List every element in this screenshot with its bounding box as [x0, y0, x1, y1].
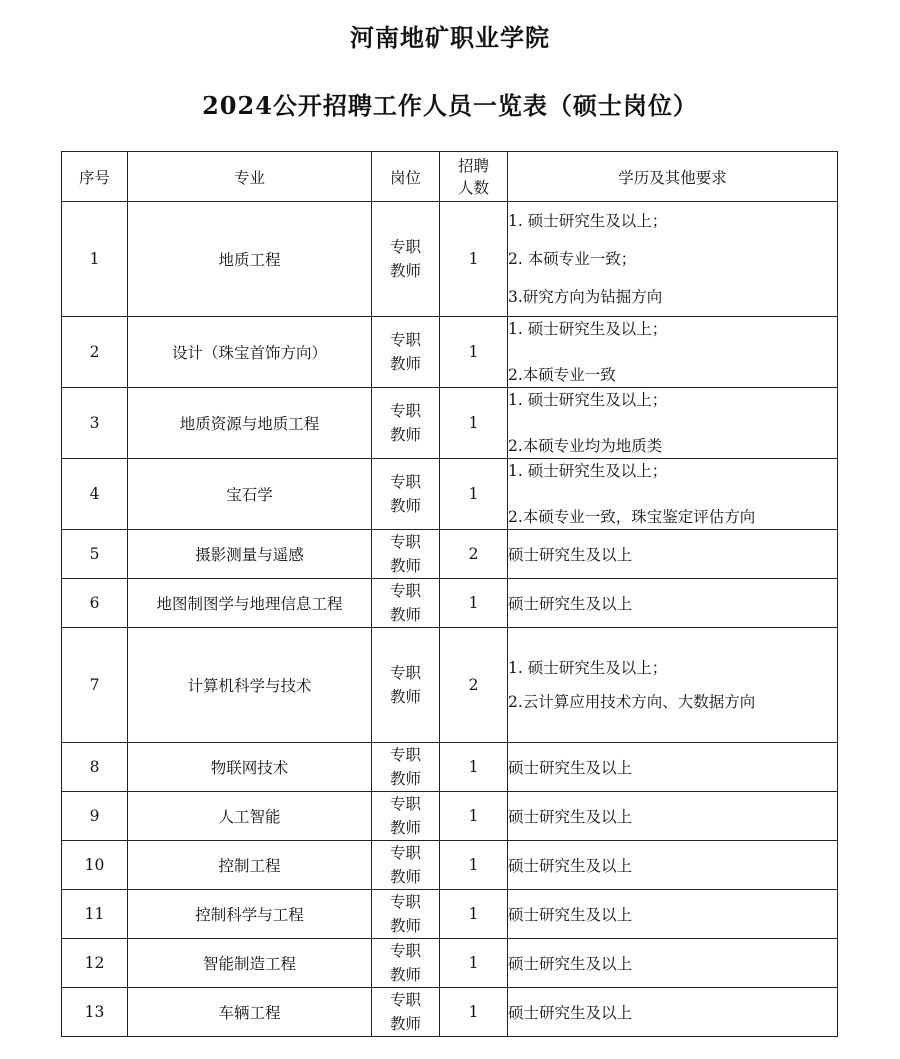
- requirement-line: 1. 硕士研究生及以上；: [508, 391, 668, 409]
- cell-requirements: [508, 841, 838, 890]
- document-title: 河南地矿职业学院: [350, 23, 550, 52]
- cell-requirements: [508, 988, 838, 1037]
- cell-no: 12: [62, 939, 128, 988]
- requirement-line: 3.研究方向为钻掘方向: [508, 288, 663, 306]
- position-line1: 专职: [389, 942, 421, 960]
- cell-no: 7: [62, 628, 128, 743]
- cell-major: 地质工程: [128, 202, 372, 317]
- cell-no: 3: [62, 388, 128, 459]
- position-line2: 教师: [389, 355, 421, 373]
- cell-major: 智能制造工程: [128, 939, 372, 988]
- cell-count: 1: [440, 988, 508, 1037]
- position-line1: 专职: [389, 893, 421, 911]
- table-row: [62, 628, 838, 743]
- table-row: [62, 530, 838, 579]
- cell-position: [372, 317, 440, 388]
- cell-major: 车辆工程: [128, 988, 372, 1037]
- cell-no: 13: [62, 988, 128, 1037]
- cell-requirements: [508, 579, 838, 628]
- position-line2: 教师: [389, 770, 421, 788]
- cell-position: [372, 988, 440, 1037]
- cell-no: 2: [62, 317, 128, 388]
- cell-requirements: [508, 890, 838, 939]
- cell-count: 1: [440, 317, 508, 388]
- cell-no: 5: [62, 530, 128, 579]
- cell-position: [372, 388, 440, 459]
- requirement-line: 硕士研究生及以上: [508, 759, 633, 777]
- table-row: [62, 202, 838, 317]
- position-line1: 专职: [389, 664, 421, 682]
- cell-major: 计算机科学与技术: [128, 628, 372, 743]
- requirement-line: 2.云计算应用技术方向、大数据方向: [508, 693, 756, 711]
- cell-count: 1: [440, 939, 508, 988]
- cell-requirements: [508, 202, 838, 317]
- table-row: [62, 890, 838, 939]
- table-row: [62, 988, 838, 1037]
- cell-major: 宝石学: [128, 459, 372, 530]
- position-line1: 专职: [389, 473, 421, 491]
- cell-requirements: [508, 388, 838, 459]
- position-line2: 教师: [389, 868, 421, 886]
- document-subtitle: 2024公开招聘工作人员一览表（硕士岗位）: [202, 91, 698, 120]
- position-line1: 专职: [389, 533, 421, 551]
- cell-count: 1: [440, 579, 508, 628]
- position-line2: 教师: [389, 688, 421, 706]
- cell-no: 4: [62, 459, 128, 530]
- position-line1: 专职: [389, 795, 421, 813]
- cell-position: [372, 939, 440, 988]
- table-row: [62, 939, 838, 988]
- requirement-line: 硕士研究生及以上: [508, 546, 633, 564]
- position-line1: 专职: [389, 238, 421, 256]
- cell-position: [372, 743, 440, 792]
- cell-major: 地质资源与地质工程: [128, 388, 372, 459]
- cell-major: 摄影测量与遥感: [128, 530, 372, 579]
- cell-count: 1: [440, 459, 508, 530]
- table-row: [62, 579, 838, 628]
- position-line2: 教师: [389, 262, 421, 280]
- position-line1: 专职: [389, 582, 421, 600]
- cell-no: 11: [62, 890, 128, 939]
- cell-count: 1: [440, 202, 508, 317]
- header-count: [440, 152, 508, 202]
- position-line1: 专职: [389, 844, 421, 862]
- requirement-line: 2.本硕专业一致，珠宝鉴定评估方向: [508, 508, 756, 526]
- requirement-line: 1. 硕士研究生及以上；: [508, 212, 668, 230]
- header-no: 序号: [62, 152, 128, 202]
- table-header-row: [62, 152, 838, 202]
- position-line2: 教师: [389, 426, 421, 444]
- header-count-line2: 人数: [457, 178, 489, 197]
- position-line1: 专职: [389, 746, 421, 764]
- cell-major: 人工智能: [128, 792, 372, 841]
- requirement-line: 硕士研究生及以上: [508, 955, 633, 973]
- cell-major: 设计（珠宝首饰方向）: [128, 317, 372, 388]
- header-count-line1: 招聘: [457, 156, 489, 175]
- requirement-line: 1. 硕士研究生及以上；: [508, 462, 668, 480]
- cell-count: 1: [440, 841, 508, 890]
- cell-no: 6: [62, 579, 128, 628]
- header-position: 岗位: [372, 152, 440, 202]
- table-row: [62, 459, 838, 530]
- cell-requirements: [508, 530, 838, 579]
- requirement-line: 硕士研究生及以上: [508, 595, 633, 613]
- table-row: [62, 743, 838, 792]
- position-line1: 专职: [389, 991, 421, 1009]
- cell-position: [372, 628, 440, 743]
- cell-position: [372, 459, 440, 530]
- cell-major: 地图制图学与地理信息工程: [128, 579, 372, 628]
- cell-major: 物联网技术: [128, 743, 372, 792]
- cell-major: 控制工程: [128, 841, 372, 890]
- cell-requirements: [508, 939, 838, 988]
- requirement-line: 硕士研究生及以上: [508, 1004, 633, 1022]
- cell-requirements: [508, 628, 838, 743]
- cell-requirements: [508, 459, 838, 530]
- cell-count: 1: [440, 792, 508, 841]
- requirement-line: 2.本硕专业均为地质类: [508, 437, 663, 455]
- position-line2: 教师: [389, 819, 421, 837]
- table-row: [62, 388, 838, 459]
- cell-count: 2: [440, 530, 508, 579]
- cell-count: 1: [440, 890, 508, 939]
- cell-position: [372, 792, 440, 841]
- cell-no: 8: [62, 743, 128, 792]
- requirement-line: 2. 本硕专业一致；: [508, 250, 637, 268]
- position-line2: 教师: [389, 1015, 421, 1033]
- cell-requirements: [508, 743, 838, 792]
- header-requirements: 学历及其他要求: [508, 152, 838, 202]
- cell-count: 1: [440, 388, 508, 459]
- cell-position: [372, 579, 440, 628]
- requirement-line: 1. 硕士研究生及以上；: [508, 320, 668, 338]
- table-row: [62, 841, 838, 890]
- cell-requirements: [508, 792, 838, 841]
- position-line1: 专职: [389, 331, 421, 349]
- position-line2: 教师: [389, 606, 421, 624]
- position-line2: 教师: [389, 497, 421, 515]
- position-line2: 教师: [389, 917, 421, 935]
- cell-position: [372, 530, 440, 579]
- table-row: [62, 317, 838, 388]
- cell-position: [372, 841, 440, 890]
- cell-no: 1: [62, 202, 128, 317]
- cell-no: 10: [62, 841, 128, 890]
- cell-major: 控制科学与工程: [128, 890, 372, 939]
- requirement-line: 1. 硕士研究生及以上；: [508, 659, 668, 677]
- header-major: 专业: [128, 152, 372, 202]
- position-line1: 专职: [389, 402, 421, 420]
- requirement-line: 硕士研究生及以上: [508, 808, 633, 826]
- cell-count: 1: [440, 743, 508, 792]
- requirement-line: 硕士研究生及以上: [508, 857, 633, 875]
- cell-position: [372, 890, 440, 939]
- position-line2: 教师: [389, 557, 421, 575]
- table-row: [62, 792, 838, 841]
- cell-requirements: [508, 317, 838, 388]
- cell-count: 2: [440, 628, 508, 743]
- cell-no: 9: [62, 792, 128, 841]
- requirement-line: 硕士研究生及以上: [508, 906, 633, 924]
- requirement-line: 2.本硕专业一致: [508, 366, 616, 384]
- cell-position: [372, 202, 440, 317]
- position-line2: 教师: [389, 966, 421, 984]
- recruitment-table: [61, 151, 838, 1037]
